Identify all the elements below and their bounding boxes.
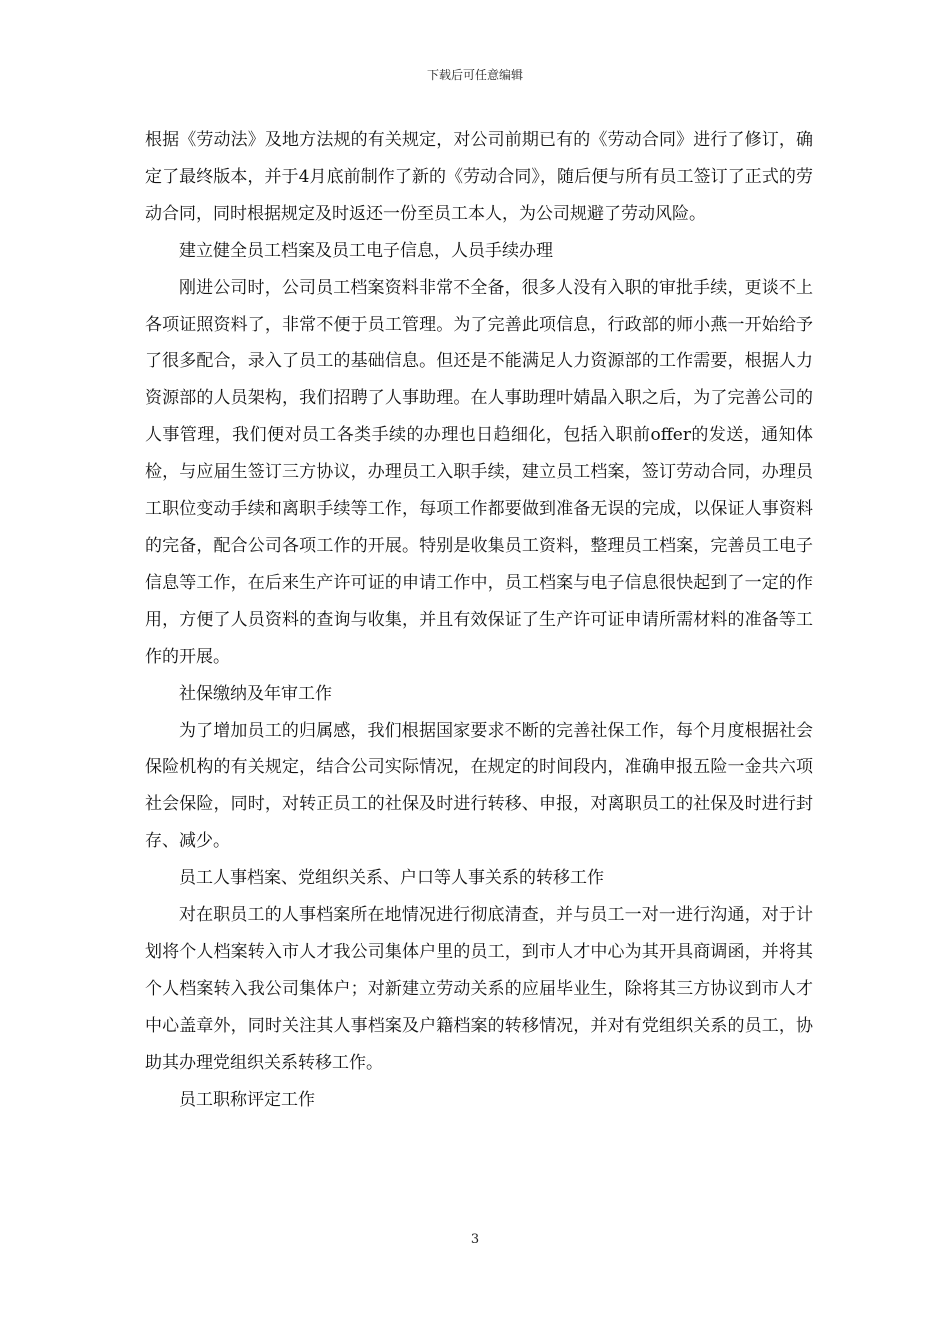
page-header: 下载后可任意编辑: [426, 68, 523, 82]
paragraph-labor-contract: 根据《劳动法》及地方法规的有关规定，对公司前期已有的《劳动合同》进行了修订，确定了最终版本，并于4月底前制作了新的《劳动合同》，随后便与所有员工签订了正式的劳动合同，同时根据规定及时返还一份至员工本人，为公司规避了劳动风险。: [145, 130, 813, 224]
heading-social-security: 社保缴纳及年审工作: [179, 683, 332, 704]
heading-title-evaluation: 员工职称评定工作: [179, 1089, 315, 1110]
page-number: 3: [470, 1232, 480, 1247]
document-body: [145, 122, 813, 1118]
heading-employee-files: 建立健全员工档案及员工电子信息，人员手续办理: [179, 240, 553, 261]
paragraph-social-security: 为了增加员工的归属感，我们根据国家要求不断的完善社保工作，每个月度根据社会保险机构的有关规定，结合公司实际情况，在规定的时间段内，准确申报五险一金共六项社会保险，同时，对转正员工的社保及时进行转移、申报，对离职员工的社保及时进行封存、减少。: [145, 720, 813, 852]
paragraph-personnel-transfer: 对在职员工的人事档案所在地情况进行彻底清查，并与员工一对一进行沟通，对于计划将个人档案转入市人才我公司集体户里的员工，到市人才中心为其开具商调函，并将其个人档案转入我公司集体户；对新建立劳动关系的应届毕业生，除将其三方协议到市人才中心盖章外，同时关注其人事档案及户籍档案的转移情况，并对有党组织关系的员工，协助其办理党组织关系转移工作。: [145, 905, 813, 1073]
heading-personnel-transfer: 员工人事档案、党组织关系、户口等人事关系的转移工作: [179, 868, 604, 889]
paragraph-employee-files: 刚进公司时，公司员工档案资料非常不全备，很多人没有入职的审批手续，更谈不上各项证照资料了，非常不便于员工管理。为了完善此项信息，行政部的师小燕一开始给予了很多配合，录入了员工的基础信息。但还是不能满足人力资源部的工作需要，根据人力资源部的人员架构，我们招聘了人事助理。在人事助理叶婧晶入职之后，为了完善公司的人事管理，我们便对员工各类手续的办理也日趋细化，包括入职前offer的发送，通知体检，与应届生签订三方协议，办理员工入职手续，建立员工档案，签订劳动合同，办理员工职位变动手续和离职手续等工作，每项工作都要做到准备无误的完成，以保证人事资料的完备，配合公司各项工作的开展。特别是收集员工资料，整理员工档案，完善员工电子信息等工作，在后来生产许可证的申请工作中，员工档案与电子信息很快起到了一定的作用，方便了人员资料的查询与收集，并且有效保证了生产许可证申请所需材料的准备等工作的开展。: [145, 277, 813, 667]
